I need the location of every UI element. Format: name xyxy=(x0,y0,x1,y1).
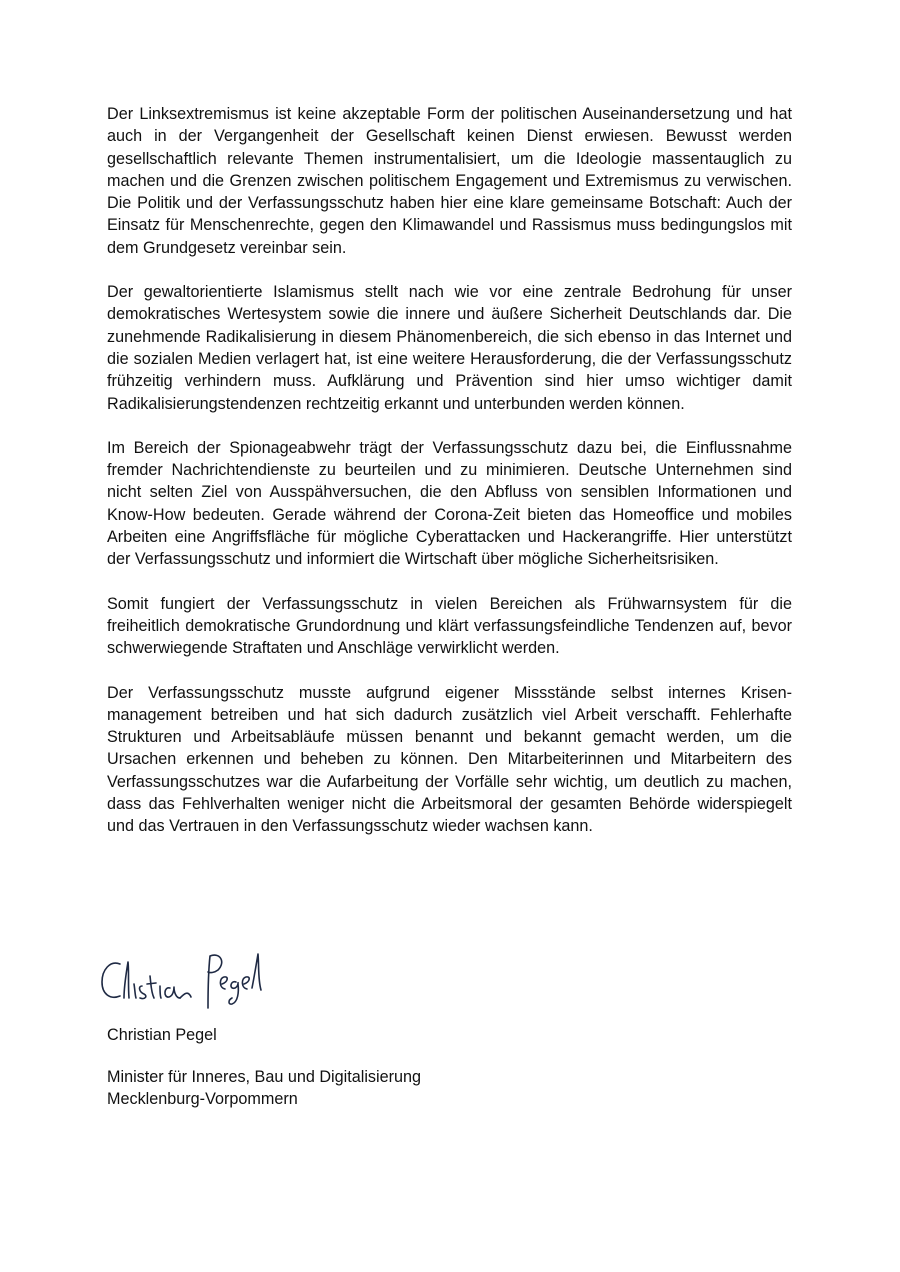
letter-body xyxy=(107,103,792,838)
signer-position: Minister für Inneres, Bau und Digitalisierung xyxy=(107,1068,422,1086)
signer-state: Mecklenburg-Vorpommern xyxy=(107,1090,298,1108)
paragraph-counterespionage: Im Bereich der Spionageabwehr trägt der Verfassungsschutz dazu bei, die Einflussnahme fremder Nachrichtendienste zu beurteilen und zu minimieren. Deutsche Unternehmen sind nicht selten Ziel von Ausspähversuchen, die den Abfluss von sensiblen Informationen und Know-How bedeuten. Gerade während der Corona-Zeit bieten das Homeoffice und mobiles Arbeiten eine Angriffsfläche für mögliche Cyberattacken und Hackerangriffe. Hier unterstützt der Verfassungsschutz und informiert die Wirtschaft über mögliche Sicherheitsrisiken. xyxy=(107,438,792,569)
handwritten-signature xyxy=(98,940,268,1015)
signer-title xyxy=(107,1066,421,1110)
signer-name: Christian Pegel xyxy=(107,1026,217,1044)
paragraph-islamism: Der gewaltorientierte Islamismus stellt nach wie vor eine zentrale Bedrohung für unser demokratisches Wertesystem sowie die innere und äußere Sicherheit Deutschlands dar. Die zunehmende Radikalisierung in diesem Phänomenbereich, die sich ebenso in das Internet und die sozialen Medien verlagert hat, ist eine weitere Herausforderung, die der Verfassungsschutz frühzeitig verhindern muss. Aufklärung und Prävention sind hier umso wichtiger damit Radikalisierungstendenzen rechtzeitig erkannt und unterbunden werden können. xyxy=(107,283,792,413)
paragraph-early-warning: Somit fungiert der Verfassungsschutz in vielen Bereichen als Frühwarnsystem für die freiheitlich demokratische Grundordnung und klärt verfassungsfeindliche Tendenzen auf, bevor schwerwiegende Straftaten und Anschläge verwirklicht werden. xyxy=(107,594,792,658)
paragraph-crisis-management: Der Verfassungsschutz musste aufgrund eigener Missstände selbst internes Krisenmanagement betreiben und hat sich dadurch zusätzlich viel Arbeit verschafft. Fehlerhafte Strukturen und Arbeitsabläufe müssen benannt und bekannt gemacht werden, um die Ursachen erkennen und beheben zu können. Den Mitarbeiterinnen und Mitarbeitern des Verfassungsschutzes war die Aufarbeitung der Vorfälle sehr wichtig, um deutlich zu machen, dass das Fehlverhalten weniger nicht die Arbeitsmoral der gesamten Behörde widerspiegelt und das Vertrauen in den Verfassungsschutz wieder wachsen kann. xyxy=(107,683,792,836)
paragraph-left-extremism: Der Linksextremismus ist keine akzeptable Form der politischen Auseinandersetzung und hat auch in der Vergangenheit der Gesellschaft keinen Dienst erwiesen. Bewusst werden gesellschaftlich relevante Themen instrumentalisiert, um die Ideologie massentauglich zu machen und die Grenzen zwischen politischem Engagement und Extremismus zu verwischen. Die Politik und der Verfassungsschutz haben hier eine klare gemeinsame Botschaft: Auch der Einsatz für Menschenrechte, gegen den Klimawandel und Rassismus muss bedingungslos mit dem Grundgesetz vereinbar sein. xyxy=(107,105,792,257)
